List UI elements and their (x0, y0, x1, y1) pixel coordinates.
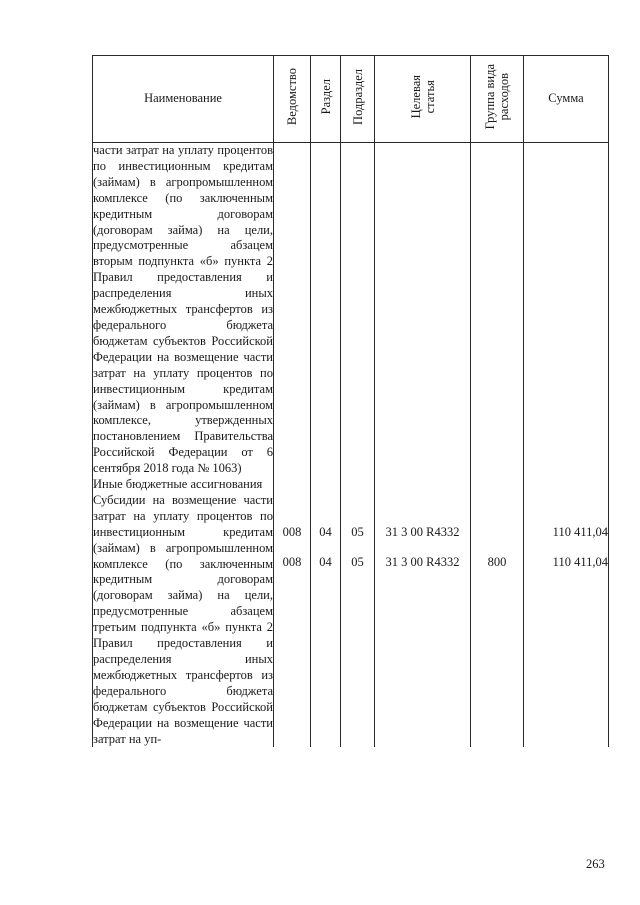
row-2-target-article: 31 3 00 R4332 (385, 555, 460, 569)
header-name: Наименование (93, 56, 274, 143)
header-amount: Сумма (524, 56, 609, 143)
name-text-subsidy-continued: части затрат на уплату процентов по инвестиционным кредитам (займам) в агропромышленном комплексе (по заключенным кредитным договорам (договорам займа) на цели, предусмотренные абзацем вторым подпункта «б» пункта 2 Правил предоставления и распределения иных межбюджетных трансфертов из федерального бюджета бюджетам субъектов Российской Федерации на возмещение части затрат на уплату процентов по инвестиционным кредитам (займам) в агропромышленном комплексе, утвержденных постановлением Правительства Российской Федерации от 6 сентября 2018 года № 1063) (93, 143, 273, 476)
target-article-cell (375, 143, 471, 748)
table-body-row (93, 143, 609, 748)
row-1-amount: 110 411,04 (552, 525, 608, 539)
page-number: 263 (586, 857, 605, 871)
department-cell (274, 143, 311, 748)
row-1-target-article: 31 3 00 R4332 (385, 525, 460, 539)
row-2-expense-group: 800 (487, 555, 507, 569)
row-2-amount: 110 411,04 (552, 555, 608, 569)
subsection-cell (341, 143, 375, 748)
table-header-row (93, 56, 609, 143)
row-1-expense-group (471, 525, 523, 541)
name-text-other-allocations: Иные бюджетные ассигнования (93, 477, 263, 492)
name-cell (93, 143, 274, 748)
row-1-section: 04 (319, 525, 332, 539)
row-2-subsection: 05 (351, 555, 364, 569)
header-subsection: Подраздел (341, 56, 375, 143)
header-section: Раздел (311, 56, 341, 143)
budget-table (92, 55, 609, 747)
header-target-article: Целевая статья (375, 56, 471, 143)
header-expense-group: Группа вида расходов (471, 56, 524, 143)
section-cell (311, 143, 341, 748)
row-1-department: 008 (282, 525, 302, 539)
expense-group-cell (471, 143, 524, 748)
row-2-department: 008 (282, 555, 302, 569)
amount-cell (524, 143, 609, 748)
row-2-section: 04 (319, 555, 332, 569)
header-department: Ведомство (274, 56, 311, 143)
name-text-subsidy-new: Субсидии на возмещение части затрат на уплату процентов по инвестиционным кредитам (займам) в агропромышленном комплексе (по заключенным кредитным договорам (договорам займа) на цели, предусмотренные абзацем третьим подпункта «б» пункта 2 Правил предоставления и распределения иных межбюджетных трансфертов из федерального бюджета бюджетам субъектов Российской Федерации на возмещение части затрат на уп- (93, 492, 273, 746)
row-1-subsection: 05 (351, 525, 364, 539)
